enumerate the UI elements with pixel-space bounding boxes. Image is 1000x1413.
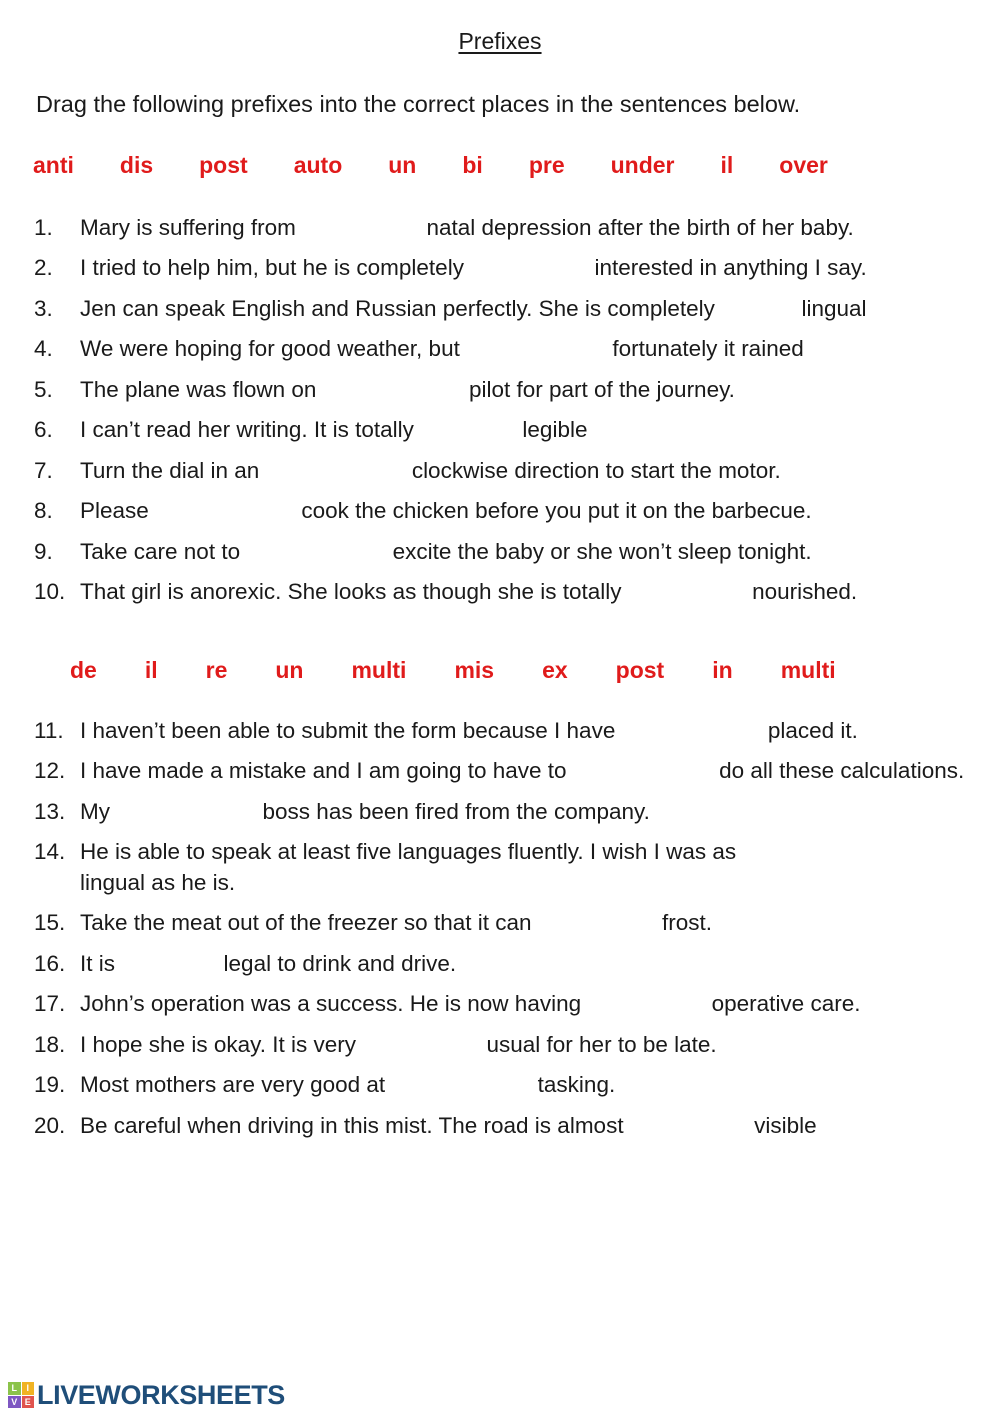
liveworksheets-logo-icon (8, 1382, 34, 1408)
question-text-after: pilot for part of the journey. (468, 376, 735, 402)
question-item (0, 537, 1000, 568)
question-text-after: lingual as he is. (80, 869, 236, 895)
prefix-chip[interactable]: over (779, 151, 828, 178)
prefix-chip[interactable]: un (388, 151, 417, 178)
question-number: 6. (34, 417, 53, 443)
question-text-before: Mary is suffering from (80, 214, 296, 240)
question-text-before: Be careful when driving in this mist. The road is almost (80, 1112, 624, 1138)
question-text-before: I tried to help him, but he is completely (80, 255, 464, 281)
prefix-chip[interactable]: ex (542, 656, 568, 683)
question-text-after: fortunately it rained (612, 336, 804, 362)
question-body (80, 1070, 1000, 1101)
prefix-drop-blank[interactable] (302, 213, 420, 235)
question-number: 20. (34, 1112, 66, 1138)
question-item (0, 1070, 1000, 1101)
question-text-after: placed it. (767, 717, 858, 743)
question-item (0, 294, 1000, 325)
question-body (80, 456, 1000, 487)
question-text-before: I have made a mistake and I am going to have to (80, 758, 567, 784)
question-number: 2. (34, 255, 53, 281)
question-list-1 (0, 213, 1000, 608)
question-item (0, 577, 1000, 608)
prefix-chip[interactable]: multi (780, 656, 836, 683)
question-body (80, 253, 1000, 284)
question-body (80, 837, 1000, 898)
prefix-drop-blank[interactable] (266, 456, 406, 478)
question-text-before: John’s operation was a success. He is now having (80, 991, 582, 1017)
question-text-before: My (80, 798, 110, 824)
question-number: 14. (34, 839, 66, 865)
question-text-after: usual for her to be late. (486, 1031, 717, 1057)
question-list-2 (0, 716, 1000, 1142)
question-text-before: Turn the dial in an (80, 457, 260, 483)
question-text-after: natal depression after the birth of her baby. (426, 214, 854, 240)
question-number: 11. (34, 717, 64, 743)
word-bank-2 (70, 655, 1000, 685)
question-body (80, 756, 1000, 787)
question-text-before: It is (80, 950, 116, 976)
question-number: 19. (34, 1072, 66, 1098)
question-item (0, 415, 1000, 446)
prefix-drop-blank[interactable] (323, 375, 463, 397)
liveworksheets-brand-text: LIVEWORKSHEETS (37, 1380, 285, 1410)
page-title-row (0, 0, 1000, 71)
question-text-before: Take the meat out of the freezer so that it can (80, 910, 532, 936)
question-number: 1. (34, 214, 53, 240)
prefix-drop-blank[interactable] (116, 797, 256, 819)
question-item (0, 496, 1000, 527)
question-body (80, 797, 1000, 828)
prefix-chip[interactable]: un (275, 656, 304, 683)
question-number: 4. (34, 336, 53, 362)
prefix-drop-blank[interactable] (362, 1030, 480, 1052)
question-body (80, 989, 1000, 1020)
prefix-drop-blank[interactable] (121, 949, 217, 971)
prefix-drop-blank[interactable] (246, 537, 386, 559)
question-text-after: boss has been fired from the company. (262, 798, 650, 824)
question-item (0, 989, 1000, 1020)
logo-tile: E (22, 1396, 35, 1409)
question-text-before: The plane was flown on (80, 376, 317, 402)
question-number: 3. (34, 295, 53, 321)
question-text-before: He is able to speak at least five languages fluently. I wish I was as (80, 839, 737, 865)
prefix-drop-blank[interactable] (742, 837, 912, 859)
logo-tile: V (8, 1396, 21, 1409)
question-item (0, 1111, 1000, 1142)
question-text-after: excite the baby or she won’t sleep tonight. (392, 538, 812, 564)
prefix-drop-blank[interactable] (155, 496, 295, 518)
prefix-chip[interactable]: dis (119, 151, 154, 178)
prefix-chip[interactable]: under (610, 151, 675, 178)
instruction-text: Drag the following prefixes into the correct places in the sentences below. (36, 90, 801, 117)
prefix-chip[interactable]: bi (462, 151, 483, 178)
question-item (0, 716, 1000, 747)
prefix-chip[interactable]: re (205, 656, 228, 683)
question-text-after: frost. (662, 910, 713, 936)
question-text-after: clockwise direction to start the motor. (411, 457, 781, 483)
question-number: 12. (34, 758, 66, 784)
question-item (0, 837, 1000, 898)
question-item (0, 253, 1000, 284)
prefix-drop-blank[interactable] (470, 253, 588, 275)
question-text-before: I hope she is okay. It is very (80, 1031, 356, 1057)
word-bank-1 (33, 150, 1000, 180)
prefix-chip[interactable]: post (199, 151, 248, 178)
liveworksheets-footer (8, 1381, 285, 1409)
question-item (0, 213, 1000, 244)
prefix-drop-blank[interactable] (721, 294, 795, 316)
page-title: Prefixes (458, 28, 542, 55)
question-number: 10. (34, 579, 66, 605)
prefix-chip[interactable]: post (615, 656, 665, 683)
question-text-before: That girl is anorexic. She looks as though she is totally (80, 579, 622, 605)
question-body (80, 375, 1000, 406)
question-text-before: Most mothers are very good at (80, 1072, 386, 1098)
question-text-before: We were hoping for good weather, but (80, 336, 460, 362)
question-body (80, 949, 1000, 980)
question-text-after: lingual (801, 295, 867, 321)
question-item (0, 456, 1000, 487)
question-body (80, 537, 1000, 568)
prefix-chip[interactable]: de (70, 656, 97, 683)
question-number: 9. (34, 538, 53, 564)
question-text-after: legal to drink and drive. (223, 950, 457, 976)
question-number: 18. (34, 1031, 66, 1057)
question-item (0, 908, 1000, 939)
question-body (80, 1111, 1000, 1142)
question-number: 17. (34, 991, 66, 1017)
question-item (0, 797, 1000, 828)
prefix-chip[interactable]: multi (351, 656, 407, 683)
question-body (80, 716, 1000, 747)
question-text-after: do all these calculations. (719, 758, 965, 784)
question-number: 13. (34, 798, 66, 824)
question-text-before: I can’t read her writing. It is totally (80, 417, 414, 443)
question-text-before: Take care not to (80, 538, 241, 564)
prefix-drop-blank[interactable] (420, 415, 516, 437)
prefix-chip[interactable]: il (144, 656, 158, 683)
prefix-drop-blank[interactable] (538, 908, 656, 930)
prefix-drop-blank[interactable] (573, 756, 713, 778)
prefix-drop-blank[interactable] (391, 1070, 531, 1092)
question-item (0, 375, 1000, 406)
prefix-chip[interactable]: in (712, 656, 733, 683)
question-item (0, 1030, 1000, 1061)
question-number: 5. (34, 376, 53, 402)
question-text-after: nourished. (752, 579, 858, 605)
prefix-chip[interactable]: auto (293, 151, 343, 178)
prefix-chip[interactable]: mis (454, 656, 495, 683)
question-number: 7. (34, 457, 53, 483)
question-item (0, 756, 1000, 787)
prefix-chip[interactable]: anti (33, 151, 74, 178)
question-body (80, 213, 1000, 244)
question-number: 15. (34, 910, 66, 936)
logo-tile: I (22, 1382, 35, 1395)
question-text-before: Jen can speak English and Russian perfectly. She is completely (80, 295, 715, 321)
prefix-drop-blank[interactable] (630, 1111, 748, 1133)
logo-tile: L (8, 1382, 21, 1395)
question-text-after: cook the chicken before you put it on the barbecue. (301, 498, 812, 524)
question-item (0, 949, 1000, 980)
prefix-chip[interactable]: pre (528, 151, 565, 178)
prefix-drop-blank[interactable] (466, 334, 606, 356)
prefix-chip[interactable]: il (720, 151, 734, 178)
question-item (0, 334, 1000, 365)
question-text-before: I haven’t been able to submit the form because I have (80, 717, 616, 743)
question-body (80, 415, 1000, 446)
question-text-before: Please (80, 498, 149, 524)
question-text-after: operative care. (711, 991, 861, 1017)
prefix-drop-blank[interactable] (628, 577, 746, 599)
prefix-drop-blank[interactable] (622, 716, 762, 738)
question-number: 8. (34, 498, 53, 524)
question-body (80, 577, 1000, 608)
question-number: 16. (34, 950, 66, 976)
prefix-drop-blank[interactable] (587, 989, 705, 1011)
question-body (80, 334, 1000, 365)
question-text-after: tasking. (537, 1072, 616, 1098)
question-body (80, 496, 1000, 527)
question-text-after: interested in anything I say. (594, 255, 867, 281)
question-text-after: legible (522, 417, 588, 443)
question-body (80, 1030, 1000, 1061)
question-body (80, 294, 1000, 325)
question-text-after: visible (754, 1112, 817, 1138)
question-body (80, 908, 1000, 939)
